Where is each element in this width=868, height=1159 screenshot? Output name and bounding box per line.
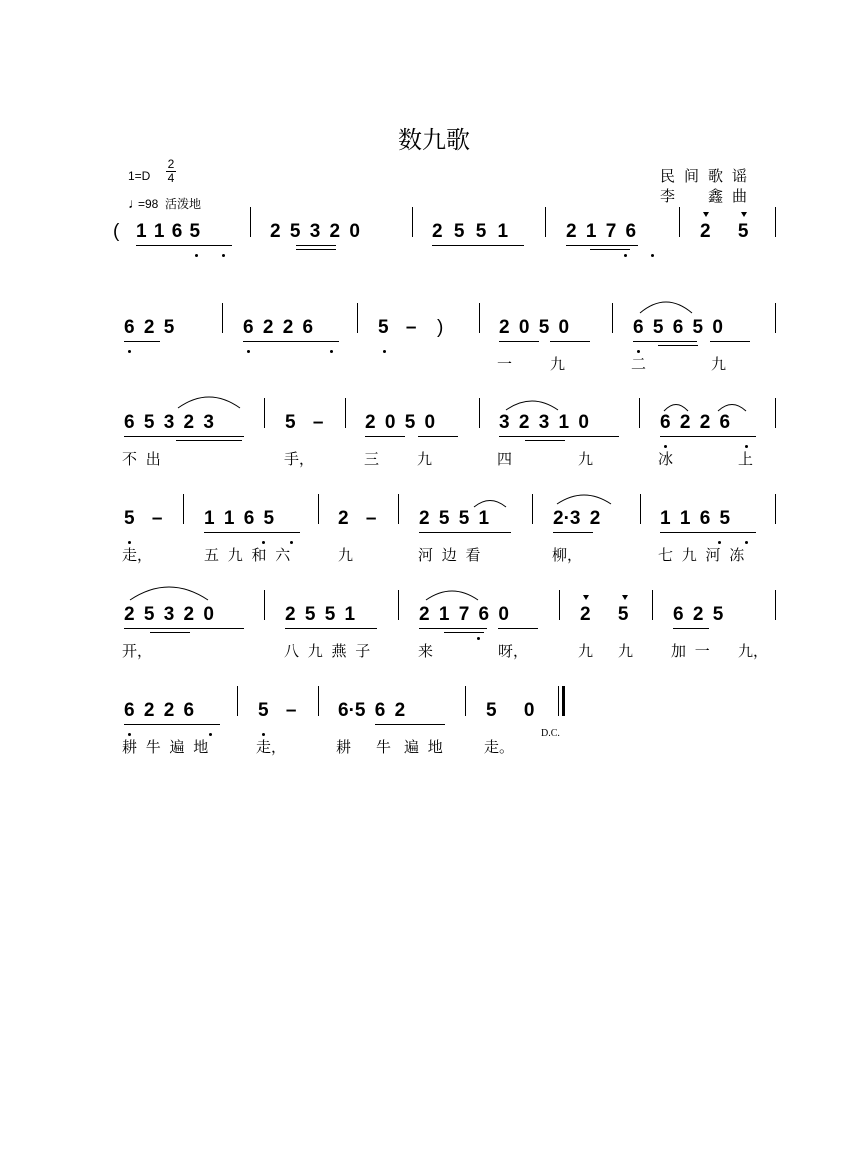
bar-line: [237, 686, 238, 716]
bar-line: [775, 207, 776, 237]
slur: [504, 396, 560, 412]
measure: 6 2 5: [124, 317, 175, 338]
credits: [660, 166, 756, 206]
bar-line: [639, 398, 640, 428]
slur: [716, 400, 748, 412]
lyric: 加 一: [671, 642, 710, 660]
bar-line: [640, 494, 641, 524]
staff-row-1: [0, 221, 868, 301]
measure: 5 –: [285, 412, 324, 433]
time-signature-bottom: 4: [167, 171, 175, 185]
slur: [555, 490, 613, 506]
lyric: 九: [618, 642, 634, 660]
slur: [128, 582, 210, 602]
measure: 6 2 2 6: [660, 412, 731, 433]
measure: 2 –: [338, 508, 377, 529]
measure: 2 0 5 0: [365, 412, 436, 433]
staff-row-4: [0, 508, 868, 588]
bar-line: [398, 494, 399, 524]
bar-line: [264, 590, 265, 620]
slur: [638, 297, 694, 315]
lyric: 七 九 河 冻: [658, 546, 745, 564]
measure: 1 1 6 5: [136, 221, 201, 242]
staff-row-6: [0, 700, 868, 780]
bar-line: [679, 207, 680, 237]
music-credit: 李 鑫曲: [659, 187, 756, 205]
measure: 6 2 5: [673, 604, 724, 625]
bar-line: [250, 207, 251, 237]
bar-line: [183, 494, 184, 524]
measure: 2 5 3 2 0: [124, 604, 214, 625]
measure: 2·3 2: [553, 508, 601, 529]
measure: 5 –: [378, 317, 417, 338]
tempo-marking: [128, 195, 201, 212]
bar-line: [775, 494, 776, 524]
lyric: 四: [497, 450, 513, 468]
lyric: 五 九 和 六: [204, 546, 291, 564]
bar-line: [479, 398, 480, 428]
measure: 6 5 3 2 3: [124, 412, 214, 433]
lyric: 九: [578, 642, 594, 660]
lyric: 一: [497, 355, 513, 373]
lyric: 走，: [122, 546, 153, 564]
final-bar-line: [562, 686, 565, 716]
bar-line: [222, 303, 223, 333]
measure: 2 5: [580, 604, 629, 625]
measure: 1 1 6 5: [660, 508, 731, 529]
bar-line: [412, 207, 413, 237]
staff-row-2: [0, 317, 868, 397]
bar-line: [545, 207, 546, 237]
lyric: 耕 牛 遍 地: [122, 738, 209, 756]
measure: 5 –: [258, 700, 297, 721]
measure: 6 2 2 6: [243, 317, 314, 338]
measure: 2 0 5 0: [499, 317, 570, 338]
lyric: 走，: [256, 738, 287, 756]
measure: 1 1 6 5: [204, 508, 275, 529]
song-title: 数九歌: [398, 126, 470, 154]
lyric: 来: [418, 642, 434, 660]
lyric: 八 九 燕 子: [284, 642, 371, 660]
measure: 6·5 6 2: [338, 700, 406, 721]
lyric: 河 边 看: [418, 546, 481, 564]
lyrics-credit: 民间歌谣: [659, 167, 756, 185]
lyric: 不 出: [122, 450, 161, 468]
lyric: 开，: [122, 642, 153, 660]
bar-line: [775, 590, 776, 620]
lyric: 耕: [336, 738, 352, 756]
lyric: 九: [417, 450, 433, 468]
slur: [176, 392, 242, 410]
staff-row-3: [0, 412, 868, 492]
lyric: 九，: [738, 642, 769, 660]
time-signature: [166, 158, 176, 185]
lyric: 九: [338, 546, 354, 564]
tempo-value: =98: [138, 197, 159, 211]
bar-line: [775, 303, 776, 333]
bar-line: [345, 398, 346, 428]
lyric: 三: [364, 450, 380, 468]
lyric: 上: [738, 450, 754, 468]
measure: 2 5 5 1: [432, 221, 509, 242]
bar-line: [775, 398, 776, 428]
measure: 2 1 7 6: [566, 221, 637, 242]
accent-mark: [703, 212, 709, 217]
slur: [662, 400, 690, 412]
bar-line: [612, 303, 613, 333]
lyric: 遍 地: [404, 738, 443, 756]
lyric: 柳，: [552, 546, 583, 564]
staff-row-5: [0, 604, 868, 684]
measure: 2 5 3 2 0: [270, 221, 360, 242]
expression-mark: 活泼地: [165, 197, 202, 211]
bar-line: [558, 686, 559, 716]
bar-line: [532, 494, 533, 524]
measure: 2 5: [700, 221, 749, 242]
measure: 2 1 7 6 0: [419, 604, 509, 625]
open-paren: (: [113, 221, 120, 242]
time-signature-top: 2: [167, 157, 175, 171]
da-capo: D.C.: [541, 728, 560, 739]
measure: 6 5 6 5 0: [633, 317, 723, 338]
lyric: 九: [711, 355, 727, 373]
lyric: 九: [550, 355, 566, 373]
quarter-note-icon: ♩: [128, 195, 142, 211]
lyric: 冰: [658, 450, 674, 468]
lyric: 手，: [284, 450, 315, 468]
bar-line: [465, 686, 466, 716]
lyric: 呀，: [498, 642, 529, 660]
lyric: 牛: [376, 738, 392, 756]
bar-line: [318, 494, 319, 524]
key-signature: 1=D: [128, 169, 151, 183]
measure: 2 5 5 1: [285, 604, 356, 625]
bar-line: [479, 303, 480, 333]
measure: 5 0: [486, 700, 535, 721]
bar-line: [318, 686, 319, 716]
bar-line: [264, 398, 265, 428]
accent-mark: [622, 595, 628, 600]
measure: 3 2 3 1 0: [499, 412, 589, 433]
accent-mark: [583, 595, 589, 600]
lyric: 九: [578, 450, 594, 468]
bar-line: [652, 590, 653, 620]
lyric: 走。: [484, 738, 515, 756]
measure: 6 2 2 6: [124, 700, 195, 721]
slur: [424, 586, 480, 602]
bar-line: [559, 590, 560, 620]
slur: [472, 496, 508, 508]
lyric: 二: [631, 355, 647, 373]
bar-line: [398, 590, 399, 620]
measure: 5 –: [124, 508, 163, 529]
bar-line: [357, 303, 358, 333]
accent-mark: [741, 212, 747, 217]
measure: 2 5 5 1: [419, 508, 490, 529]
close-paren: ): [437, 317, 444, 338]
